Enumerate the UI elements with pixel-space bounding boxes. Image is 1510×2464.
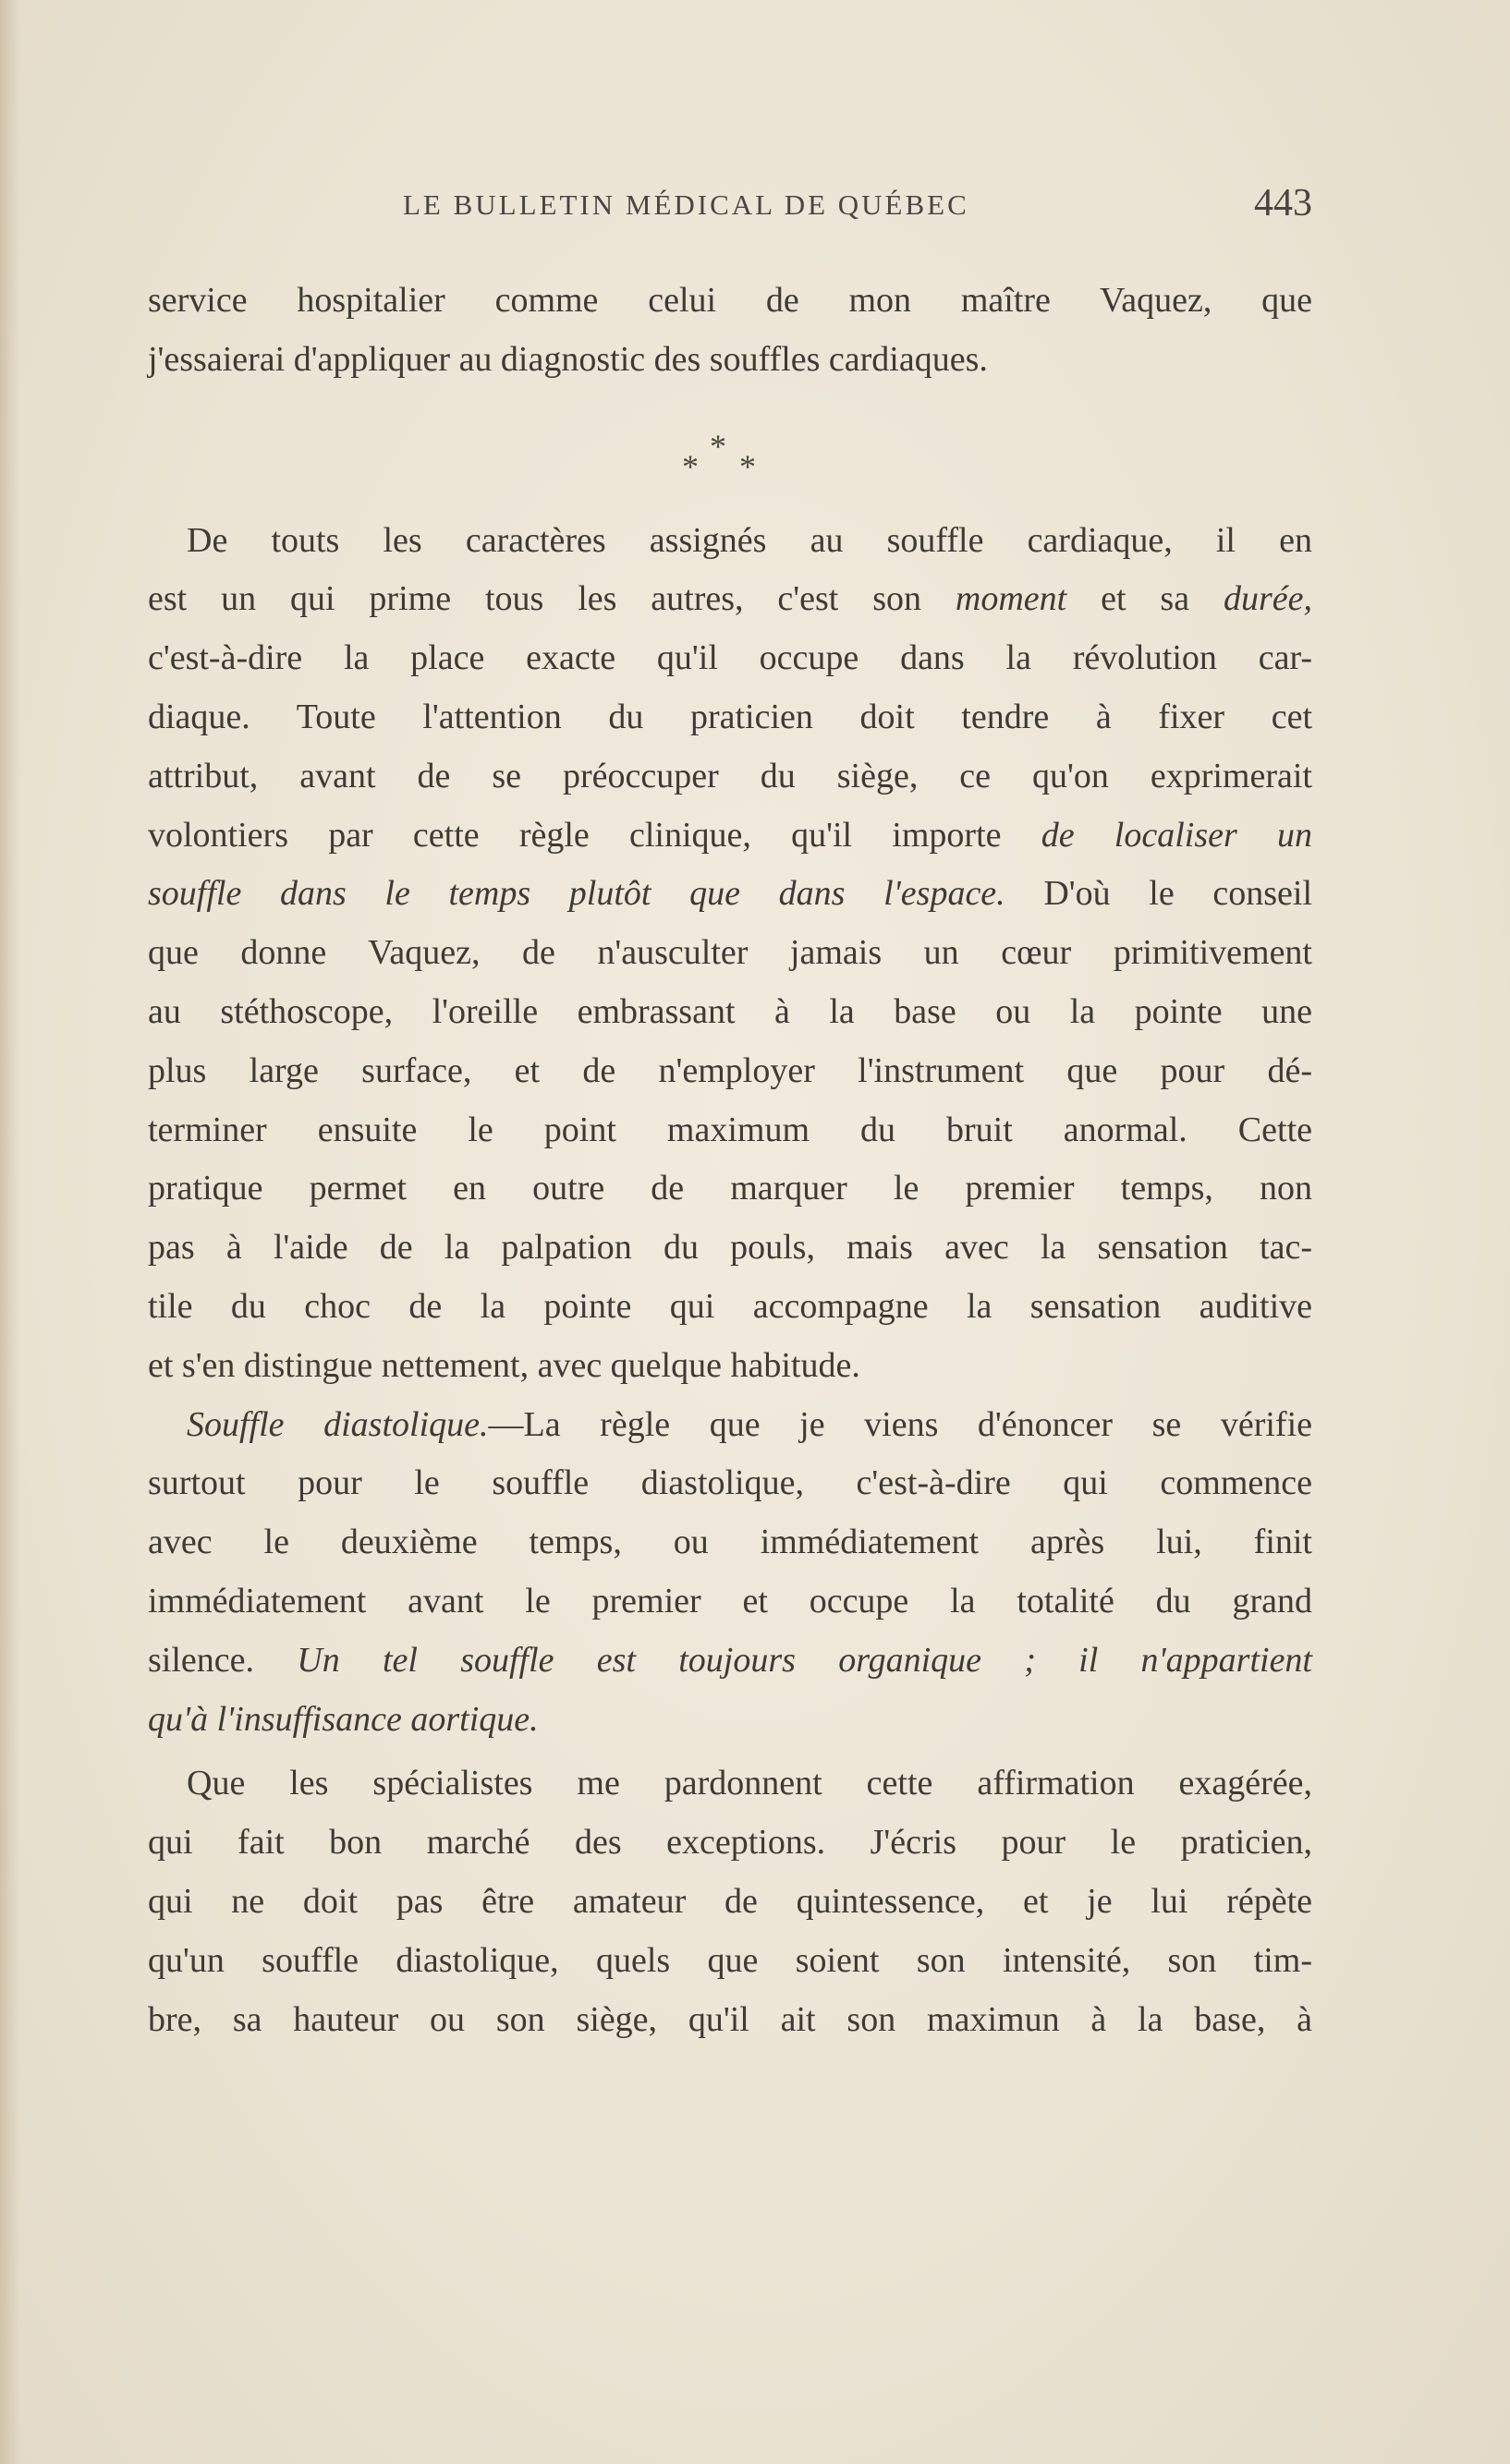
text-line (148, 924, 1312, 983)
line-text: volontiers par cette règle clinique, qu'il importe (148, 815, 1041, 855)
line-text: au stéthoscope, l'oreille embrassant à la base ou la pointe une (148, 991, 1312, 1031)
line-text: et sa (1066, 579, 1224, 619)
text-line (148, 1873, 1312, 1932)
page-number: 443 (1254, 182, 1312, 225)
ornament-star: * (710, 427, 726, 465)
italic-text: moment (955, 579, 1067, 619)
text-line (148, 1632, 1312, 1691)
italic-text: Un tel souffle est toujours organique ; il n'appartient (297, 1640, 1312, 1680)
line-text: bre, sa hauteur ou son siège, qu'il ait son maximun à la base, à (148, 1999, 1312, 2039)
text-line (148, 1454, 1312, 1513)
text-line (148, 629, 1312, 688)
text-line (148, 1814, 1312, 1873)
text-line (148, 1991, 1312, 2050)
line-text: c'est-à-dire la place exacte qu'il occupe dans la révolution car- (148, 638, 1312, 678)
line-text: est un qui prime tous les autres, c'est son (148, 579, 956, 619)
text-line (148, 1691, 1312, 1750)
text-line (148, 747, 1312, 807)
text-line (148, 1396, 1312, 1455)
text-line (148, 1042, 1312, 1101)
line-text: D'où le conseil (1005, 874, 1313, 914)
line-text: tile du choc de la pointe qui accompagne la sensation auditive (148, 1286, 1312, 1326)
text-line (148, 331, 1312, 390)
text-line (148, 1572, 1312, 1632)
italic-text: durée, (1223, 579, 1312, 619)
text-line (148, 570, 1312, 629)
ornament-star: * (739, 447, 756, 485)
line-text: Que les spécialistes me pardonnent cette affirmation exagérée, (187, 1764, 1312, 1803)
text-line (148, 688, 1312, 747)
line-text: silence. (148, 1640, 298, 1680)
text-line (148, 1101, 1312, 1160)
italic-text: souffle dans le temps plutôt que dans l'espace. (148, 874, 1005, 914)
text-line (148, 1754, 1312, 1814)
text-line (148, 865, 1312, 924)
line-text: pas à l'aide de la palpation du pouls, mais avec la sensation tac- (148, 1228, 1312, 1268)
line-text: —La règle que je viens d'énoncer se vérifie (488, 1404, 1312, 1444)
italic-text: qu'à l'insuffisance aortique. (148, 1699, 539, 1739)
line-text: terminer ensuite le point maximum du bruit anormal. Cette (148, 1110, 1312, 1149)
line-text: plus large surface, et de n'employer l'instrument que pour dé- (148, 1050, 1312, 1090)
text-line (148, 1513, 1312, 1572)
line-text: j'essaierai d'appliquer au diagnostic des souffles cardiaques. (148, 339, 988, 379)
running-title: LE BULLETIN MÉDICAL DE QUÉBEC (403, 188, 969, 221)
text-line (148, 1337, 1312, 1396)
text-line (148, 1932, 1312, 1991)
text-line (148, 1278, 1312, 1337)
ornament-star: * (682, 447, 699, 485)
page-edge-shadow (0, 0, 20, 2464)
section-ornament (148, 390, 1312, 512)
line-text: qui fait bon marché des exceptions. J'écris pour le praticien, (148, 1823, 1312, 1863)
body-text (148, 272, 1312, 2049)
page-header (148, 181, 1312, 237)
text-line (148, 1219, 1312, 1278)
italic-text: de localiser un (1041, 815, 1312, 855)
line-text: et s'en distingue nettement, avec quelque habitude. (148, 1345, 860, 1385)
line-text: qui ne doit pas être amateur de quintessence, et je lui répète (148, 1881, 1312, 1921)
text-line (148, 1159, 1312, 1219)
line-text: diaque. Toute l'attention du praticien doit tendre à fixer cet (148, 697, 1312, 736)
line-text: De touts les caractères assignés au souffle cardiaque, il en (187, 520, 1312, 560)
italic-text: Souffle diastolique. (187, 1404, 489, 1444)
line-text: qu'un souffle diastolique, quels que soient son intensité, son tim- (148, 1940, 1312, 1980)
line-text: immédiatement avant le premier et occupe la totalité du grand (148, 1581, 1312, 1620)
line-text: attribut, avant de se préoccuper du siège, ce qu'on exprimerait (148, 756, 1312, 795)
line-text: pratique permet en outre de marquer le premier temps, non (148, 1169, 1312, 1208)
text-line (148, 807, 1312, 866)
line-text: service hospitalier comme celui de mon maître Vaquez, que (148, 281, 1312, 320)
text-line (148, 983, 1312, 1042)
line-text: surtout pour le souffle diastolique, c'est-à-dire qui commence (148, 1463, 1312, 1503)
line-text: que donne Vaquez, de n'ausculter jamais un cœur primitivement (148, 933, 1312, 973)
line-text: avec le deuxième temps, ou immédiatement après lui, finit (148, 1523, 1312, 1562)
text-line (148, 512, 1312, 571)
text-line (148, 272, 1312, 331)
